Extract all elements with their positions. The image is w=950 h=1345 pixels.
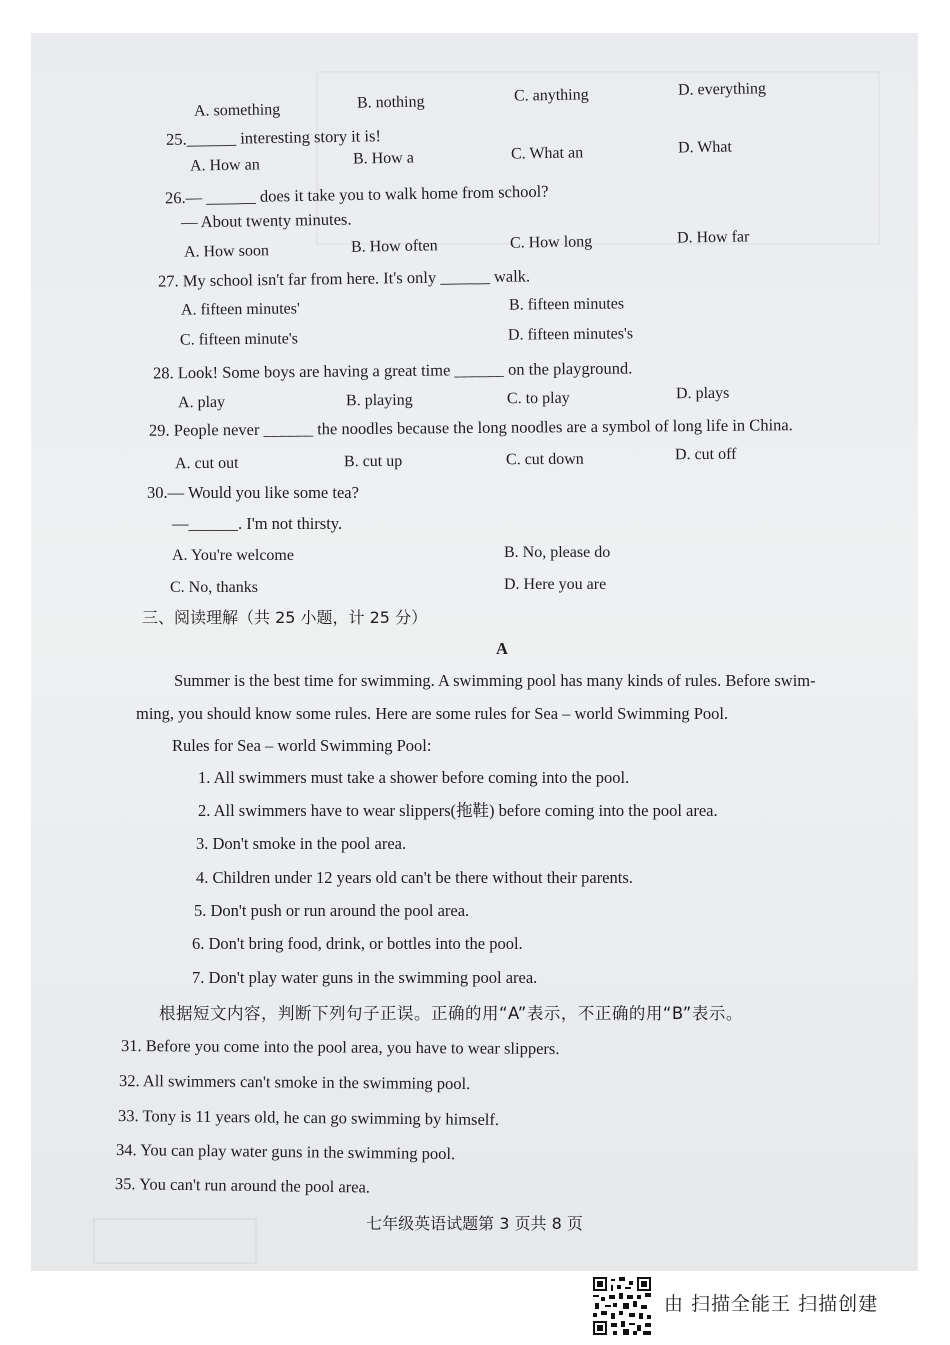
q25-option-d: D. What <box>677 138 733 157</box>
q27-option-d: D. fifteen minutes's <box>507 325 634 344</box>
rule-item: 6. Don't bring food, drink, or bottles into the pool. <box>192 934 523 953</box>
statement-item: 31. Before you come into the pool area, you have to wear slippers. <box>120 1036 560 1059</box>
q27-stem: 27. My school isn't far from here. It's only ______ walk. <box>157 266 531 291</box>
q25-option-c: C. What an <box>510 144 584 163</box>
rule-item: 2. All swimmers have to wear slippers(拖鞋) before coming into the pool area. <box>198 801 718 820</box>
q25-stem: 25.______ interesting story it is! <box>165 126 382 149</box>
q24-option-a: A. something <box>193 101 281 120</box>
q26-option-a: A. How soon <box>183 242 270 261</box>
q30-reply: —______. I'm not thirsty. <box>172 514 343 533</box>
q28-option-b: B. playing <box>345 391 413 410</box>
q25-option-b: B. How a <box>352 149 415 168</box>
q24-option-c: C. anything <box>513 86 589 105</box>
q30-option-d: D. Here you are <box>504 576 607 593</box>
rule-item: 5. Don't push or run around the pool area. <box>194 901 470 920</box>
q28-option-c: C. to play <box>506 389 570 408</box>
passage-label: A <box>496 639 508 658</box>
rule-item: 7. Don't play water guns in the swimming pool area. <box>192 968 538 987</box>
q30-stem: 30.— Would you like some tea? <box>147 483 359 502</box>
instruction: 根据短文内容，判断下列句子正误。正确的用“A”表示，不正确的用“B”表示。 <box>159 1004 743 1023</box>
q28-option-d: D. plays <box>675 384 730 403</box>
q26-option-c: C. How long <box>509 233 593 252</box>
q24-option-b: B. nothing <box>356 93 425 112</box>
q29-option-b: B. cut up <box>343 452 403 471</box>
passage-paragraph: Summer is the best time for swimming. A swimming pool has many kinds of rules. Before swim- <box>174 671 816 690</box>
q27-option-b: B. fifteen minutes <box>508 295 625 314</box>
q29-stem: 29. People never ______ the noodles because the long noodles are a symbol of long life in China. <box>148 415 793 440</box>
statement-item: 34. You can play water guns in the swimming pool. <box>115 1140 456 1164</box>
q30-option-c: C. No, thanks <box>170 579 258 596</box>
q26-option-b: B. How often <box>350 237 438 256</box>
scanner-credit: 由 扫描全能王 扫描创建 <box>664 1293 879 1315</box>
rules-heading: Rules for Sea – world Swimming Pool: <box>172 736 432 755</box>
statement-item: 35. You can't run around the pool area. <box>114 1174 371 1197</box>
q24-option-d: D. everything <box>677 80 767 99</box>
passage-paragraph-cont: ming, you should know some rules. Here are some rules for Sea – world Swimming Pool. <box>136 704 729 723</box>
rule-item: 3. Don't smoke in the pool area. <box>196 834 407 853</box>
q27-option-a: A. fifteen minutes' <box>180 300 300 319</box>
statement-item: 33. Tony is 11 years old, he can go swimming by himself. <box>117 1106 500 1129</box>
statement-item: 32. All swimmers can't smoke in the swimming pool. <box>118 1071 471 1094</box>
rule-item: 4. Children under 12 years old can't be there without their parents. <box>196 868 633 887</box>
section-heading: 三、阅读理解（共 25 小题，计 25 分） <box>142 608 428 627</box>
qr-code-icon <box>593 1277 651 1335</box>
q25-option-a: A. How an <box>189 156 260 175</box>
q28-option-a: A. play <box>177 393 226 412</box>
q26-stem: 26.— ______ does it take you to walk home from school? <box>164 181 549 208</box>
page-footer: 七年级英语试题第 3 页共 8 页 <box>366 1214 583 1233</box>
q26-reply: — About twenty minutes. <box>180 209 352 232</box>
exam-page <box>31 33 918 1271</box>
q29-option-d: D. cut off <box>674 445 737 464</box>
q27-option-c: C. fifteen minute's <box>179 330 299 349</box>
rule-item: 1. All swimmers must take a shower before coming into the pool. <box>198 768 630 787</box>
q26-option-d: D. How far <box>676 228 750 247</box>
q30-option-b: B. No, please do <box>504 544 611 561</box>
q30-option-a: A. You're welcome <box>172 547 294 564</box>
q28-stem: 28. Look! Some boys are having a great time ______ on the playground. <box>152 358 633 383</box>
q29-option-c: C. cut down <box>505 450 584 469</box>
q29-option-a: A. cut out <box>174 454 239 473</box>
